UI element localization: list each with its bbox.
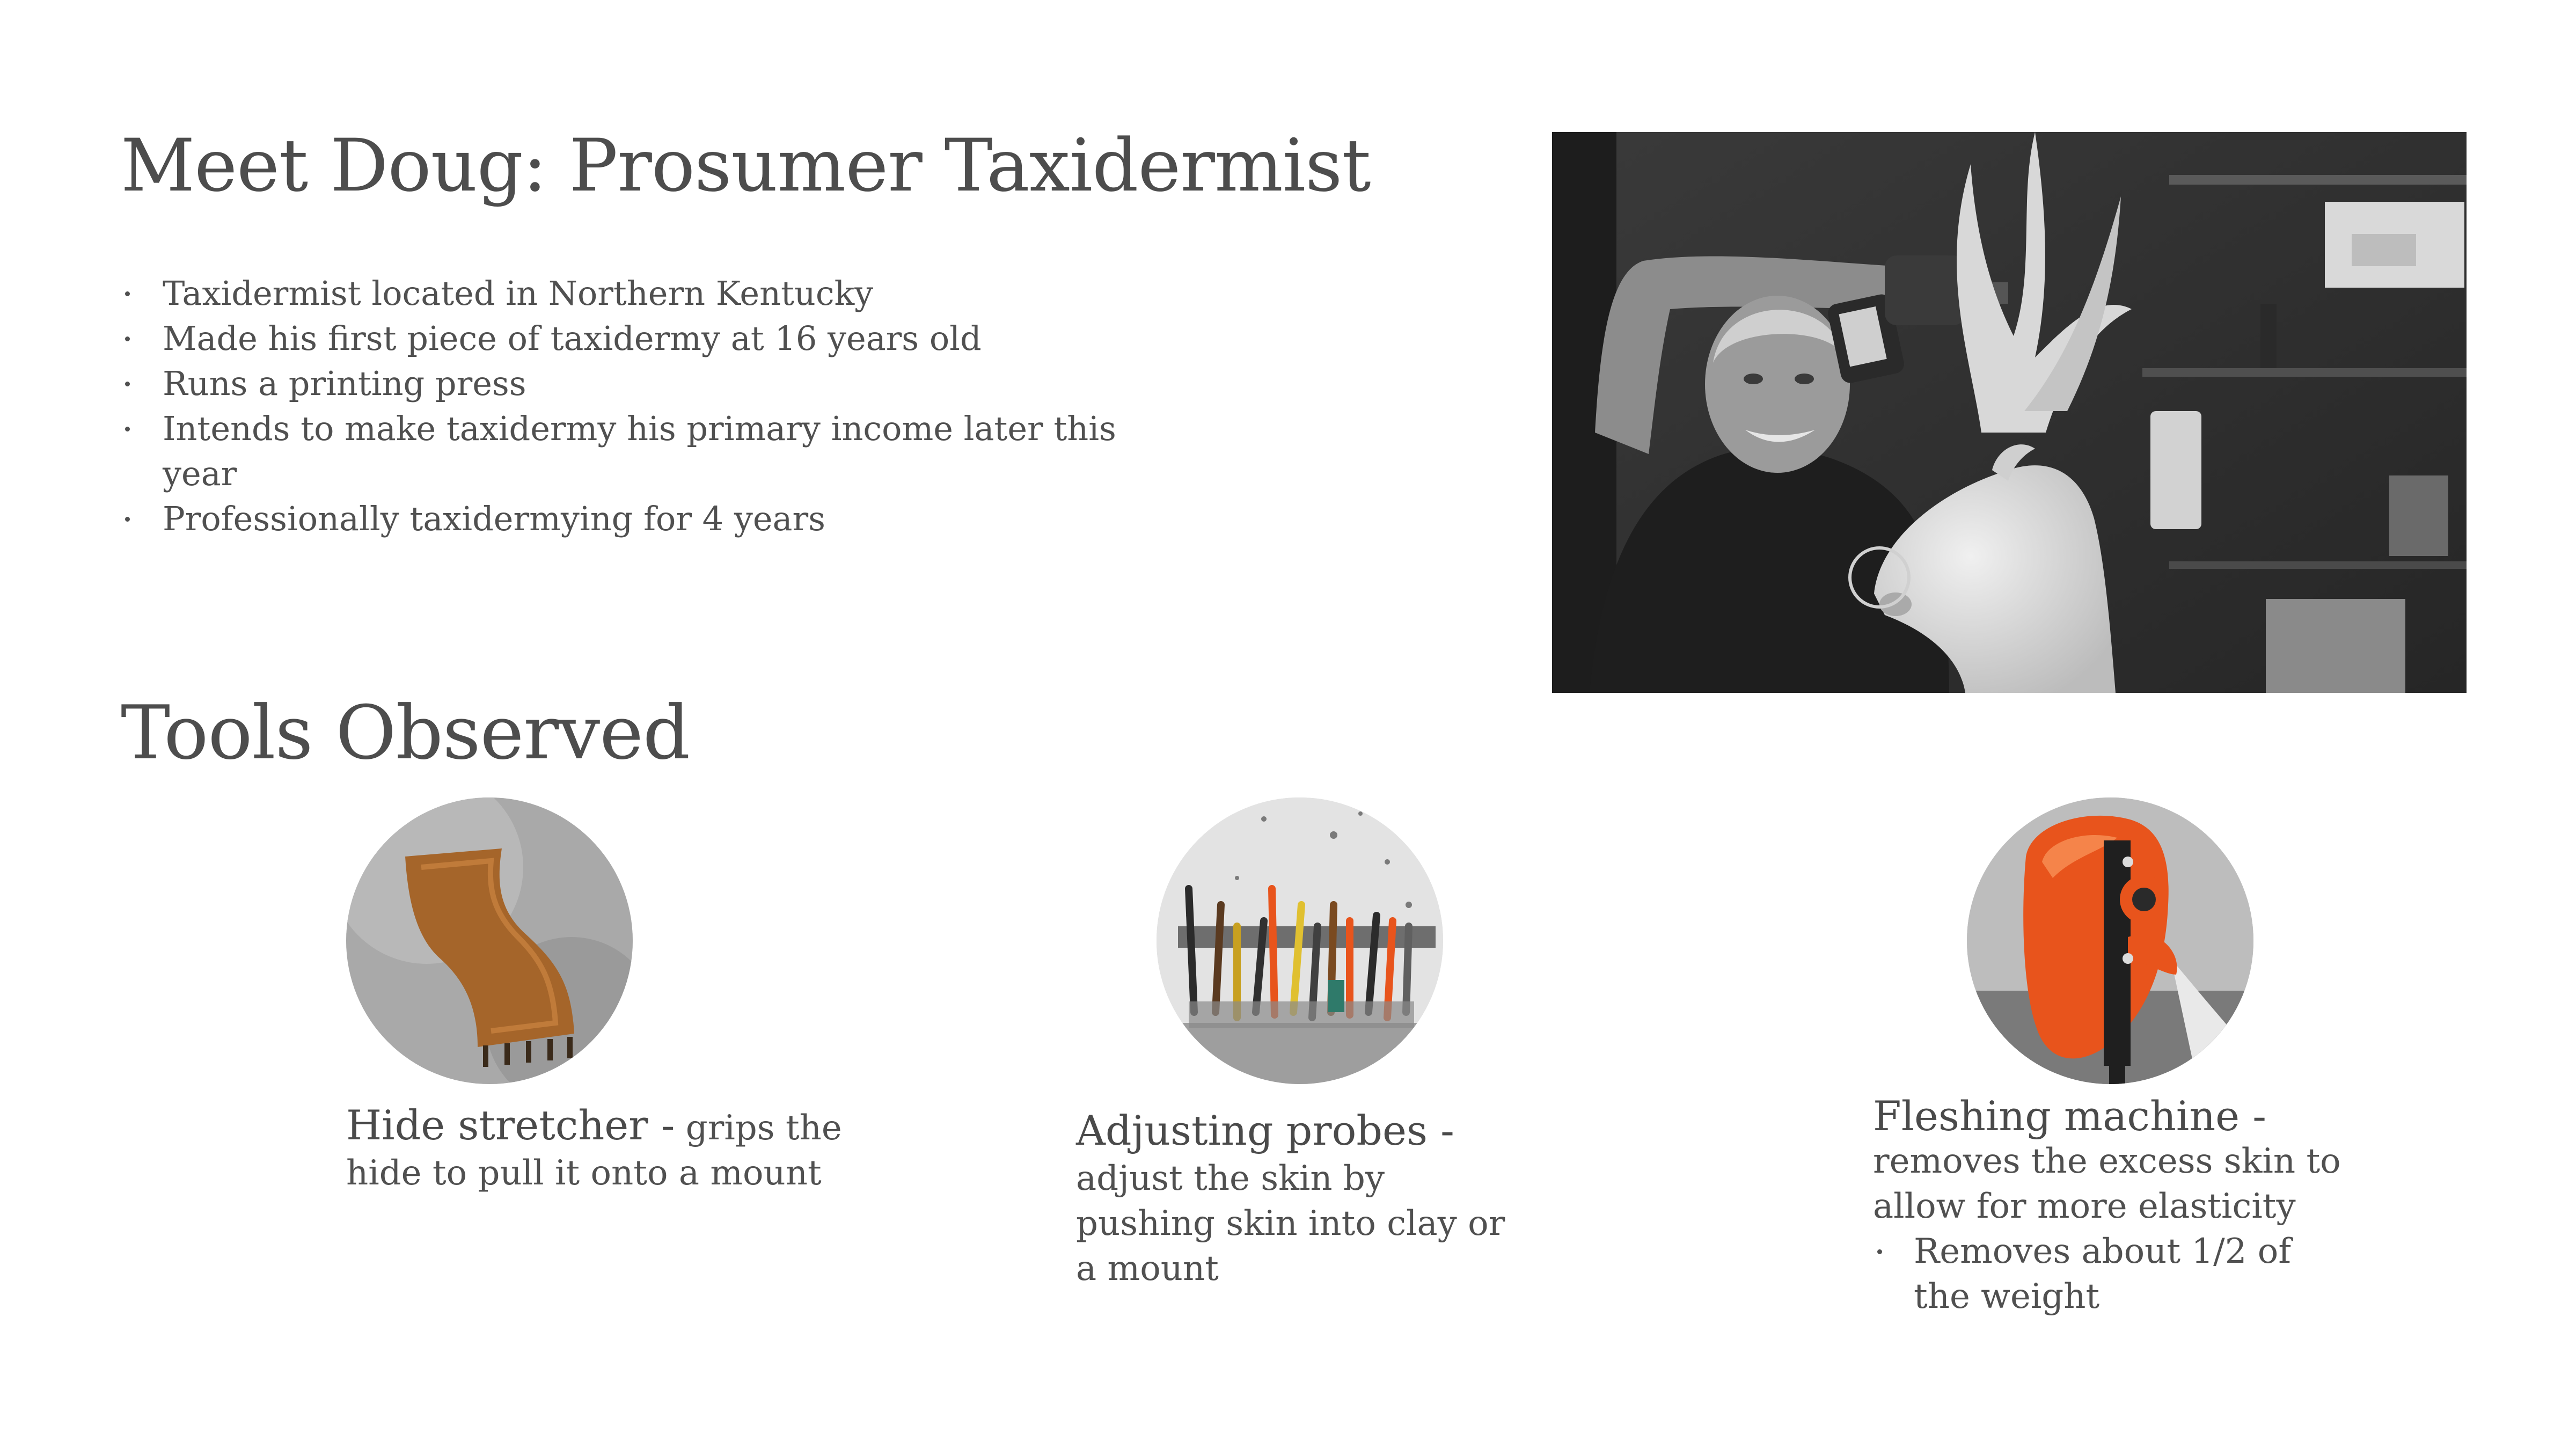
tool-name: Adjusting probes - (1076, 1107, 1454, 1154)
profile-bullet: Runs a printing press (121, 361, 1087, 406)
portrait-graphic (1552, 132, 2467, 693)
hide-stretcher-photo (346, 797, 633, 1084)
profile-bullet: Professionally taxidermying for 4 years (121, 496, 1087, 541)
tool-description: grips the hide to pull it onto a mount (346, 1108, 842, 1193)
page-title: Meet Doug: Prosumer Taxidermist (121, 123, 1371, 208)
tool-name: Hide stretcher - (346, 1101, 675, 1149)
profile-bullet: Intends to make taxidermy his primary income later this year (121, 406, 1118, 496)
profile-bullet: Made his first piece of taxidermy at 16 years old (121, 316, 1087, 361)
fleshing-machine-photo (1967, 797, 2253, 1084)
fleshing-machine-caption (1873, 1094, 2345, 1319)
hide-stretcher-graphic (346, 797, 633, 1084)
profile-bullet: Taxidermist located in Northern Kentucky (121, 271, 1087, 316)
hide-stretcher-caption (346, 1103, 861, 1196)
tool-sub-bullets (1873, 1229, 2345, 1319)
profile-bullet-list (121, 271, 1116, 541)
tool-name: Fleshing machine - (1873, 1092, 2266, 1140)
tool-description: adjust the skin by pushing skin into clay or a mount (1076, 1159, 1505, 1289)
taxidermist-portrait-photo (1552, 132, 2467, 693)
adjusting-probes-photo (1157, 797, 1443, 1084)
tools-heading: Tools Observed (121, 690, 690, 776)
tool-sub-bullet: Removes about 1/2 of the weight (1873, 1229, 2345, 1319)
adjusting-probes-graphic (1157, 797, 1443, 1084)
fleshing-machine-graphic (1967, 797, 2253, 1084)
adjusting-probes-caption (1076, 1108, 1511, 1291)
tool-description: removes the excess skin to allow for more elasticity (1873, 1141, 2341, 1226)
